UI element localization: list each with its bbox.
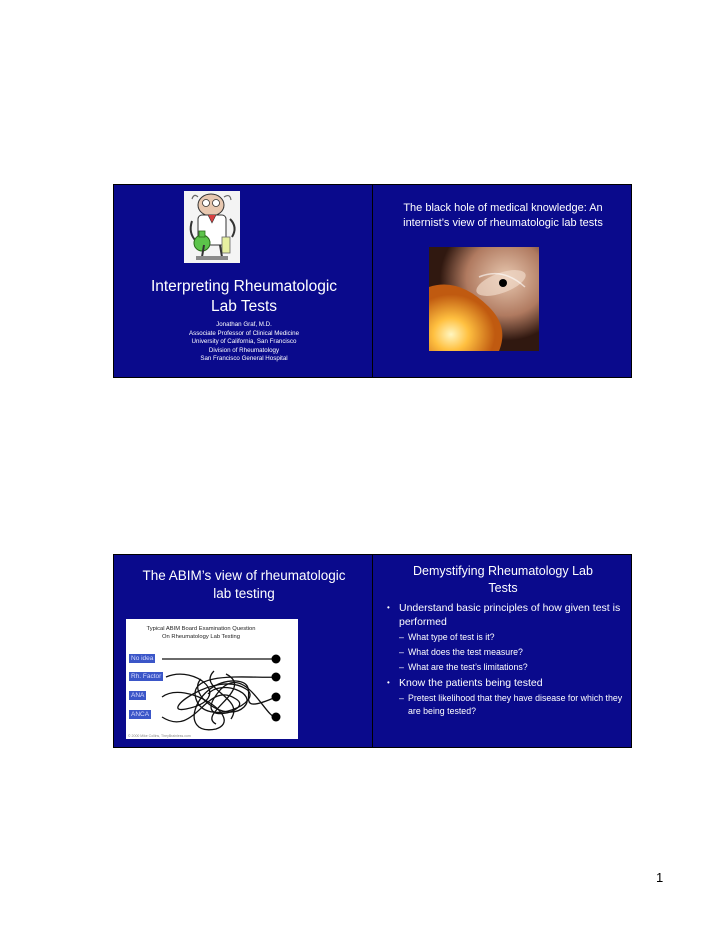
slide-abim-view <box>113 554 373 748</box>
title-line: Demystifying Rheumatology Lab <box>413 564 593 578</box>
cartoon-caption <box>126 626 276 641</box>
author-name: Jonathan Graf, M.D. <box>216 321 272 328</box>
dash-icon: – <box>399 662 404 672</box>
bullet-dot-icon: • <box>387 678 390 687</box>
slide-demystifying <box>372 554 632 748</box>
bullet-text: Know the patients being tested <box>399 677 543 689</box>
sub-bullet-text: Pretest likelihood that they have disease for which they are being tested? <box>408 693 623 716</box>
cartoon-panel <box>126 619 298 739</box>
page-number: 1 <box>656 870 664 885</box>
scientist-clipart-icon <box>184 191 240 263</box>
title-line: The black hole of medical knowledge: An <box>403 202 603 214</box>
title-line: Lab Tests <box>210 298 278 315</box>
slide-title-text <box>373 201 632 231</box>
title-line: The ABIM’s view of rheumatologic <box>142 568 346 583</box>
slide-black-hole <box>372 184 632 378</box>
title-line: internist’s view of rheumatologic lab tests <box>403 217 603 229</box>
author-position: Associate Professor of Clinical Medicine <box>188 329 300 337</box>
dash-icon: – <box>399 647 404 657</box>
author-division: Division of Rheumatology <box>208 346 280 354</box>
title-line: Tests <box>488 581 518 595</box>
sub-bullet-text: What are the test’s limitations? <box>408 662 528 672</box>
caption-line: On Rheumatology Lab Testing <box>162 633 240 640</box>
black-hole-image-icon <box>429 247 539 351</box>
author-university: University of California, San Francisco <box>191 338 297 346</box>
title-line: lab testing <box>213 586 275 601</box>
slide-title-text <box>114 567 373 603</box>
caption-line: Typical ABIM Board Examination Question <box>146 626 256 632</box>
bullet-text: Understand basic principles of how given test is performed <box>399 602 621 628</box>
dash-icon: – <box>399 632 404 642</box>
label-rh-factor: Rh. Factor <box>131 673 162 680</box>
dash-icon: – <box>399 693 404 703</box>
bullet-dot-icon: • <box>387 603 390 612</box>
label-ana: ANA <box>131 692 145 699</box>
slide-title <box>113 184 373 378</box>
sub-bullet-text: What does the test measure? <box>408 647 523 657</box>
label-anca: ANCA <box>131 711 150 718</box>
author-hospital: San Francisco General Hospital <box>200 355 288 363</box>
cartoon-credit: © 2000 Mike Collins, TheyBrainless.com <box>128 734 191 738</box>
slide-subtitle <box>114 321 373 364</box>
title-line: Interpreting Rheumatologic <box>150 278 338 295</box>
slide-title-text <box>373 563 632 597</box>
label-no-idea: No idea <box>131 655 154 662</box>
sub-bullet-text: What type of test is it? <box>408 632 495 642</box>
slide-title-text <box>114 277 373 317</box>
